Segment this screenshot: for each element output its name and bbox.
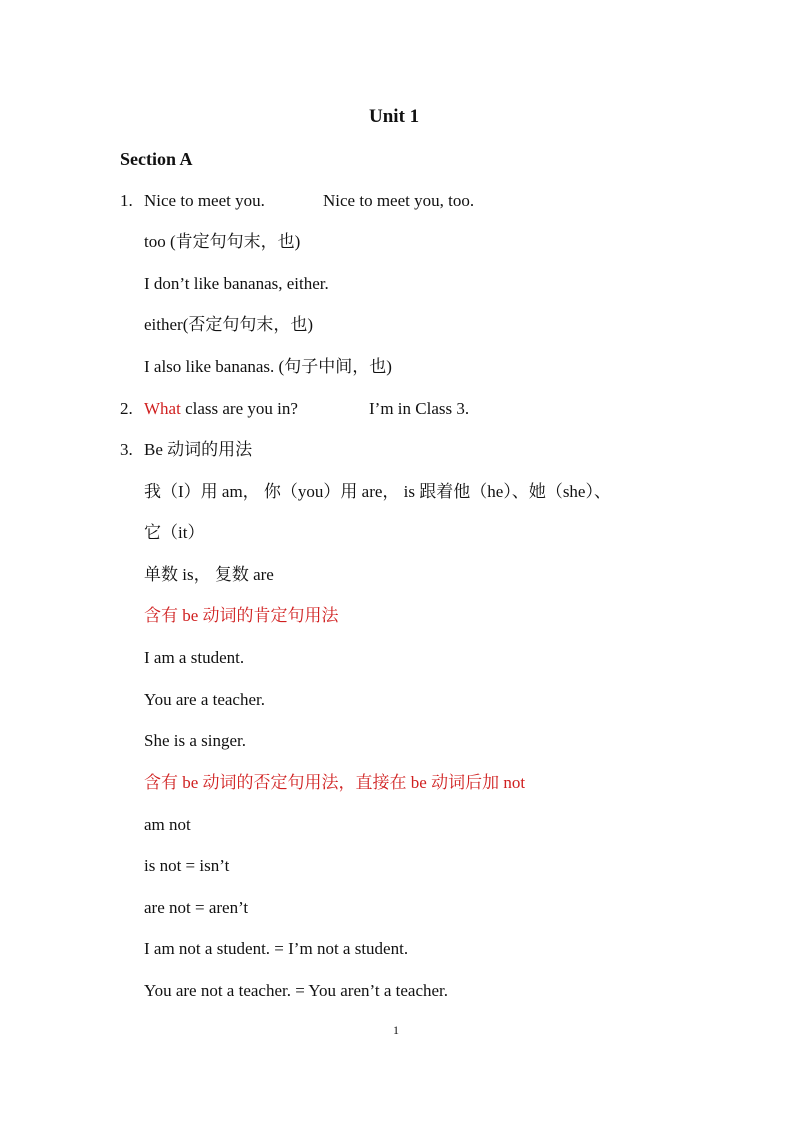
item3-singular-plural: 单数 is， 复数 are <box>144 565 274 584</box>
item3-number: 3. <box>120 440 133 459</box>
item1-number: 1. <box>120 191 133 210</box>
positive-example: You are a teacher. <box>144 690 266 709</box>
item1-either-example: I don’t like bananas, either. <box>144 274 329 293</box>
positive-example: I am a student. <box>144 648 245 667</box>
item1-dialog-b: Nice to meet you, too. <box>323 191 475 210</box>
page-title: Unit 1 <box>369 106 420 127</box>
item1-also-example: I also like bananas. (句子中间，也) <box>144 357 392 376</box>
negative-heading: 含有 be 动词的否定句用法，直接在 be 动词后加 not <box>144 773 526 792</box>
item2-number: 2. <box>120 399 133 418</box>
positive-heading: 含有 be 动词的肯定句用法 <box>144 606 339 625</box>
item2-question-highlight: What <box>144 399 181 418</box>
negative-form: is not = isn’t <box>144 856 230 875</box>
negative-form: are not = aren’t <box>144 898 249 917</box>
item1-either-note: either(否定句句末，也) <box>144 315 314 334</box>
negative-example: You are not a teacher. = You aren’t a teacher. <box>144 981 449 1000</box>
item3-rule-line2: 它（it） <box>144 523 205 542</box>
item3-heading: Be 动词的用法 <box>144 440 253 459</box>
page-number: 1 <box>393 1023 399 1037</box>
positive-example: She is a singer. <box>144 731 246 750</box>
item2-question-rest: class are you in? <box>180 399 298 418</box>
negative-form: am not <box>144 815 191 834</box>
section-heading: Section A <box>120 149 193 169</box>
item1-dialog-a: Nice to meet you. <box>144 191 265 210</box>
item2-answer: I’m in Class 3. <box>369 399 470 418</box>
item1-too-note: too (肯定句句末，也) <box>144 232 301 251</box>
item3-rule-line1: 我（I）用 am， 你（you）用 are， is 跟着他（he）、她（she）、 <box>144 482 611 501</box>
item2-question <box>144 398 298 420</box>
negative-example: I am not a student. = I’m not a student. <box>144 939 409 958</box>
